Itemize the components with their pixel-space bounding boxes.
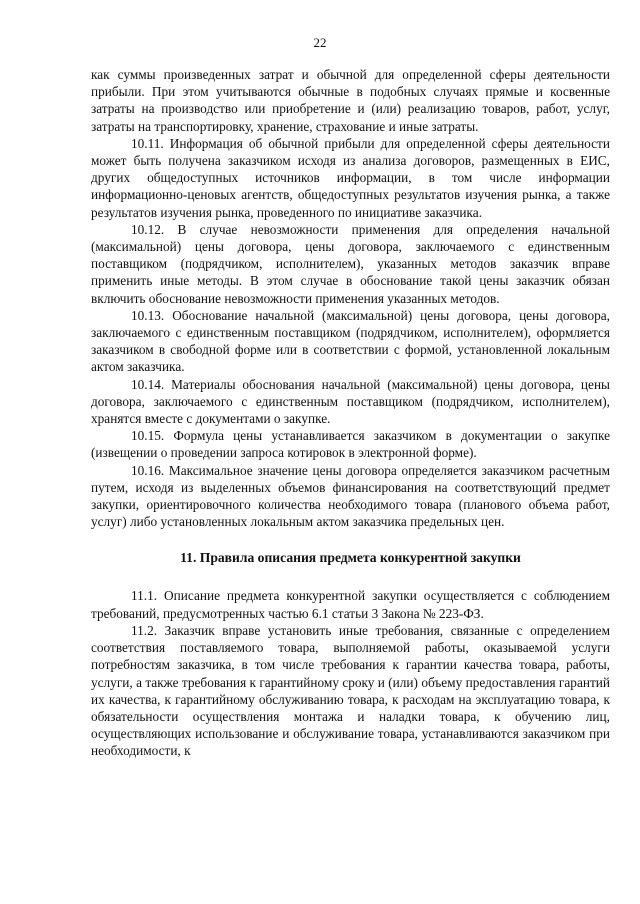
section-heading: 11. Правила описания предмета конкурентной закупки	[180, 550, 521, 566]
paragraph-10-14: 10.14. Материалы обоснования начальной (максимальной) цены договора, цены договора, заключаемого с единственным поставщиком (подрядчиком, исполнителем), хранятся вместе с документами о закупке.	[91, 376, 610, 427]
paragraph: как суммы произведенных затрат и обычной для определенной сферы деятельности прибыли. При этом учитываются обычные в подобных случаях прямые и косвенные затраты на производство или приобретение и (или) реализацию товаров, работ, услуг, затраты на транспортировку, хранение, страхование и иные затраты.	[91, 67, 610, 134]
page-number: 22	[313, 35, 327, 50]
paragraph-10-16: 10.16. Максимальное значение цены договора определяется заказчиком расчетным путем, исходя из выделенных объемов финансирования на соответствующий предмет закупки, ориентировочного количества необходимого товара (планового объема работ, услуг) либо установленных локальным актом заказчика предельных цен.	[91, 462, 610, 530]
paragraph-10-12: 10.12. В случае невозможности применения для определения начальной (максимальной) цены договора, цены договора, заключаемого с единственным поставщиком (подрядчиком, исполнителем), указанных методов заказчик вправе применить иные методы. В этом случае в обоснование такой цены заказчик обязан включить обоснование невозможности применения указанных методов.	[91, 221, 610, 306]
paragraph-10-11: 10.11. Информация об обычной прибыли для определенной сферы деятельности может быть получена заказчиком исходя из анализа договоров, размещенных в ЕИС, других общедоступных источников информации, в том числе информации информационно-ценовых агентств, общедоступных результатов изучения рынка, а также результатов изучения рынка, проведенного по инициативе заказчика.	[91, 135, 610, 220]
paragraph-11-1: 11.1. Описание предмета конкурентной закупки осуществляется с соблюдением требований, предусмотренных частью 6.1 статьи 3 Закона № 223-ФЗ.	[91, 588, 610, 621]
paragraph-10-13: 10.13. Обоснование начальной (максимальной) цены договора, цены договора, заключаемого с единственным поставщиком (подрядчиком, исполнителем), оформляется заказчиком в свободной форме или в соответствии с формой, установленной локальным актом заказчика.	[91, 307, 610, 375]
paragraph-10-15: 10.15. Формула цены устанавливается заказчиком в документации о закупке (извещении о проведении запроса котировок в электронной форме).	[91, 428, 610, 461]
document-body	[91, 66, 610, 760]
paragraph-11-2: 11.2. Заказчик вправе установить иные требования, связанные с определением соответствия поставляемого товара, выполняемой работы, оказываемой услуги потребностям заказчика, в том числе требования к гарантии качества товара, работы, услуги, а также требования к гарантийному сроку и (или) объему предоставления гарантий их качества, к гарантийному обслуживанию товара, к расходам на эксплуатацию товара, к обязательности осуществления монтажа и наладки товара, к обучению лиц, осуществляющих использование и обслуживание товара, устанавливаются заказчиком при необходимости, к	[91, 622, 610, 759]
